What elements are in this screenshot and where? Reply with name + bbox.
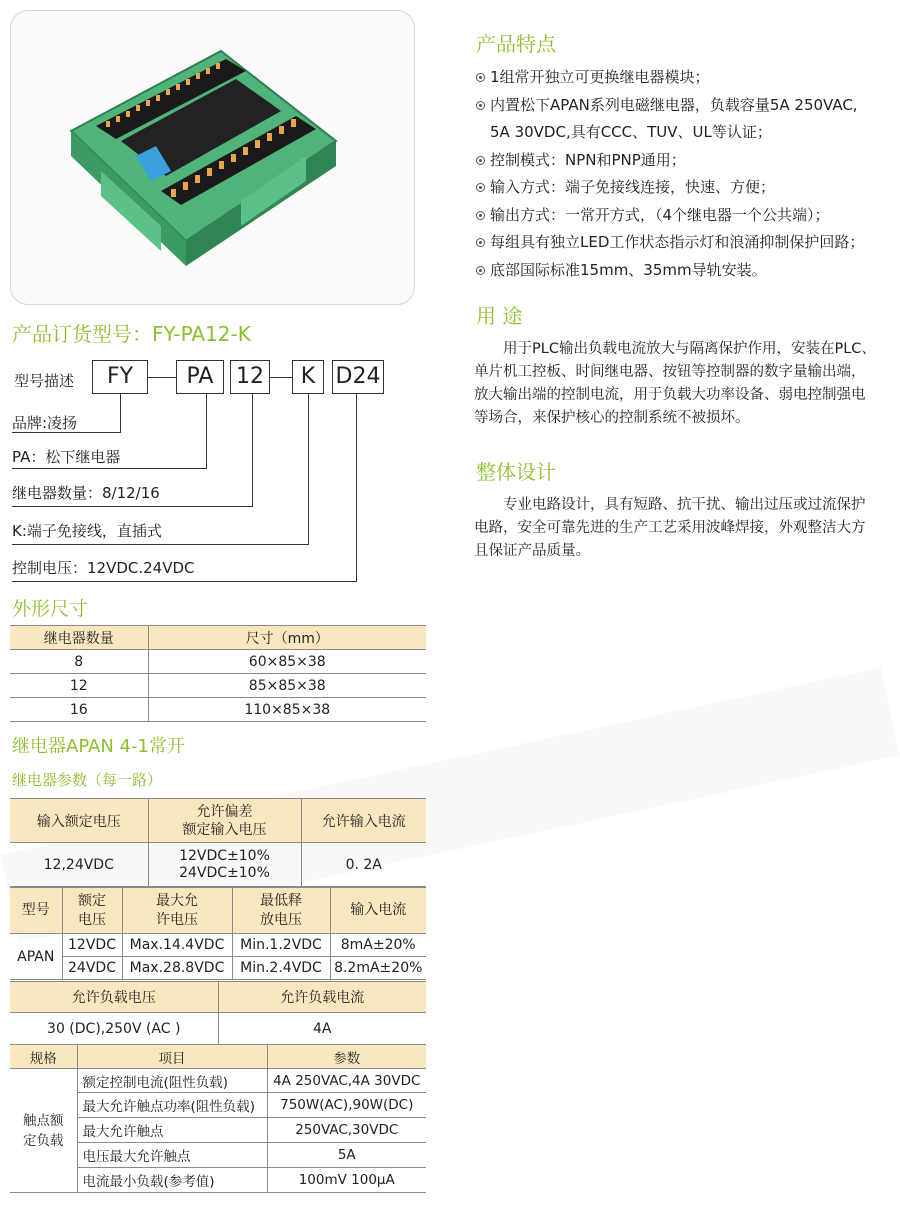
model-label: 型号描述 [14,372,75,390]
table-cell-line: 触点额 [23,1112,64,1129]
features-title: 产品特点 [476,32,556,56]
paragraph-line: 且保证产品质量。 [474,543,590,559]
bullet-icon [476,73,485,82]
design-title: 整体设计 [476,460,556,484]
connector-line [12,544,309,545]
code-voltage: D24 [332,360,384,394]
table-cell: APAN [10,934,62,980]
table-cell: Max.28.8VDC [122,957,232,980]
table-cell: Min.2.4VDC [232,957,330,980]
table-cell: 8 [10,650,148,674]
connector-line [206,394,207,468]
list-item [476,149,864,177]
connector-line [12,581,357,582]
list-item [476,231,864,259]
paragraph-line: 用于PLC输出负载电流放大与隔离保护作用，安装在PLC、 [474,341,876,357]
params-table-load [10,981,426,1045]
paragraph-line: 等场合，来保护核心的控制系统不被损坏。 [474,410,750,426]
feature-text: 5A 30VDC,具有CCC、TUV、UL等认证； [490,123,772,141]
desc-terminal: K:端子免接线，直插式 [12,522,162,540]
feature-text: 底部国际标准15mm、35mm导轨安装。 [490,260,767,279]
table-header-line: 额定 [78,892,106,909]
list-item [476,204,864,232]
connector-line [12,468,207,469]
order-title: 产品订货型号：FY-PA12-K [12,322,251,346]
table-header: 输入额定电压 [10,799,148,843]
table-header: 型号 [10,888,62,934]
table-cell: 8.2mA±20% [330,957,426,980]
table-cell: 最大允许触点功率(阻性负载) [77,1093,267,1118]
table-cell: 电流最小负载(参考值) [77,1168,267,1193]
table-cell: 电压最大允许触点 [77,1143,267,1168]
feature-text: 输出方式：一常开方式，（4个继电器一个公共端）； [490,205,830,224]
table-header-line: 额定输入电压 [182,821,267,838]
bullet-icon [476,266,485,275]
table-cell: 60×85×38 [148,650,426,674]
feature-text: 控制模式：NPN和PNP通用； [490,150,686,169]
table-cell: 16 [10,698,148,722]
table-cell-line: 24VDC±10% [179,864,270,881]
dimensions-title: 外形尺寸 [12,598,89,620]
list-item [476,259,864,287]
relay-module-illustration [11,11,415,305]
code-relay-count: 12 [230,360,270,394]
table-row [10,650,426,674]
table-cell: 0. 2A [301,843,426,887]
bullet-icon [476,211,485,220]
code-relay-type: PA [176,360,224,394]
paragraph-line: 单片机工控板、时间继电器、按钮等控制器的数字量输出端， [474,364,866,380]
desc-brand: 品牌:凌扬 [12,414,78,432]
product-photo [10,10,415,305]
table-cell-line: 12VDC±10% [179,847,270,864]
table-cell: 12VDC [62,934,122,957]
desc-voltage: 控制电压：12VDC.24VDC [12,559,195,577]
desc-relay-type: PA：松下继电器 [12,448,121,466]
table-header: 项目 [77,1045,267,1069]
params-title: 继电器参数（每一路） [12,771,163,789]
paragraph-line: 放大输出端的控制电流，用于负载大功率设备、弱电控制强电 [474,387,866,403]
params-table-voltage [10,798,426,887]
code-brand: FY [92,360,148,394]
table-header [148,799,301,843]
bullet-icon [476,238,485,247]
table-header: 允许负载电流 [218,982,426,1013]
table-row [10,1013,426,1045]
table-cell: 8mA±20% [330,934,426,957]
params-table-model [10,887,426,980]
desc-relay-count: 继电器数量：8/12/16 [12,484,160,502]
table-cell [10,1069,77,1193]
table-cell: 5A [267,1143,426,1168]
table-header: 尺寸（mm） [148,626,426,650]
table-header [232,888,330,934]
connector-line [120,394,121,432]
connector-line [308,394,309,544]
table-cell: 最大允许触点 [77,1118,267,1143]
table-header-row [10,1045,426,1069]
table-header: 继电器数量 [10,626,148,650]
table-cell: 110×85×38 [148,698,426,722]
feature-text: 输入方式：端子免接线连接，快速、方便； [490,178,776,196]
table-header-line: 允许偏差 [196,803,253,820]
list-item [476,121,864,149]
feature-text: 内置松下APAN系列电磁继电器，负载容量5A 250VAC, [490,95,858,114]
table-header: 输入电流 [330,888,426,934]
table-row [10,934,426,957]
table-header-line: 最大允 [156,892,198,909]
paragraph-line: 电路，安全可靠先进的生产工艺采用波峰焊接，外观整洁大方 [474,520,866,536]
table-cell: 24VDC [62,957,122,980]
table-row [10,957,426,980]
table-row [10,843,426,887]
feature-text: 1组常开独立可更换继电器模块； [490,68,710,86]
usage-title: 用 途 [476,304,523,328]
table-cell: 额定控制电流(阻性负载) [77,1069,267,1093]
paragraph-line: 专业电路设计，具有短路、抗干扰、输出过压或过流保护 [474,497,866,513]
table-header-line: 电压 [78,911,106,928]
list-item [476,66,864,94]
connector-line [12,506,253,507]
table-cell: 4A [218,1013,426,1045]
table-header: 允许输入电流 [301,799,426,843]
code-dash [148,377,176,378]
connector-line [252,394,253,506]
table-cell: 12 [10,674,148,698]
table-header: 规格 [10,1045,77,1069]
table-header: 参数 [267,1045,426,1069]
table-cell: 85×85×38 [148,674,426,698]
table-cell-line: 定负载 [23,1132,64,1149]
table-row [10,698,426,722]
table-header-row [10,626,426,650]
table-header [62,888,122,934]
table-row [10,674,426,698]
table-header-row [10,888,426,934]
table-header-line: 放电压 [260,911,302,928]
table-cell: 100mV 100μA [267,1168,426,1193]
table-cell [148,843,301,887]
relay-title: 继电器APAN 4-1常开 [12,736,185,757]
table-header: 允许负载电压 [10,982,218,1013]
code-terminal: K [292,360,324,394]
connector-line [356,394,357,581]
table-cell: 4A 250VAC,4A 30VDC [267,1069,426,1093]
list-item [476,176,864,204]
table-cell: Max.14.4VDC [122,934,232,957]
params-table-contact [10,1044,426,1193]
usage-paragraph [474,338,894,430]
table-cell: 750W(AC),90W(DC) [267,1093,426,1118]
table-header-row [10,982,426,1013]
bullet-icon [476,101,485,110]
table-row [10,1069,426,1093]
table-cell: Min.1.2VDC [232,934,330,957]
dimensions-table [10,625,426,722]
bullet-icon [476,183,485,192]
code-dash [270,377,292,378]
feature-text: 每组具有独立LED工作状态指示灯和浪涌抑制保护回路； [490,233,865,251]
features-list [476,66,864,286]
table-header [122,888,232,934]
table-cell: 30 (DC),250V (AC ) [10,1013,218,1045]
table-header-row [10,799,426,843]
list-item [476,94,864,122]
bullet-icon [476,156,485,165]
table-header-line: 许电压 [156,911,198,928]
table-header-line: 最低释 [260,892,302,909]
table-cell: 250VAC,30VDC [267,1118,426,1143]
table-cell: 12,24VDC [10,843,148,887]
design-paragraph [474,494,894,563]
